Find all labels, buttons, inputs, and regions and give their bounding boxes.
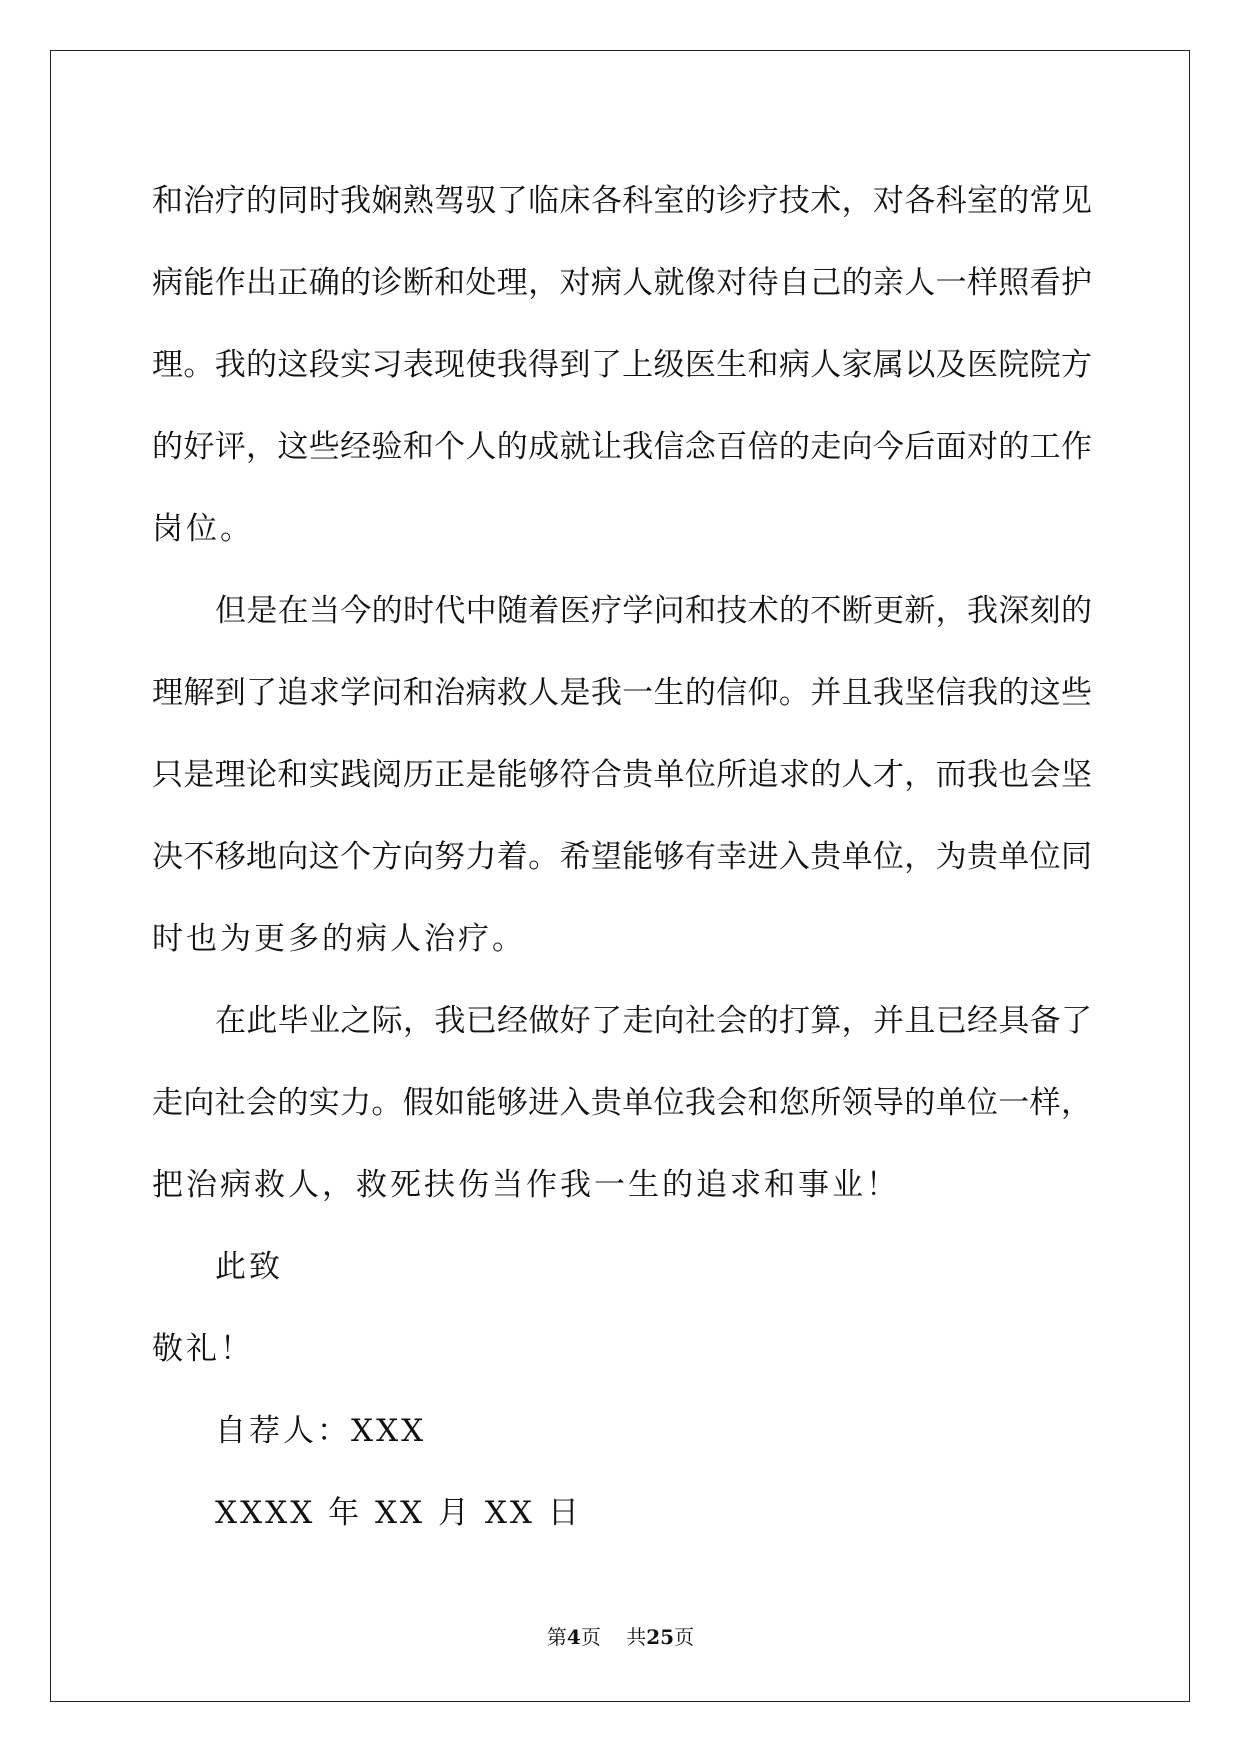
paragraph-line: 只是理论和实践阅历正是能够符合贵单位所追求的人才，而我也会坚 <box>152 757 1092 793</box>
footer-page-suffix: 页 <box>580 1625 601 1649</box>
footer-total-pages: 25 <box>646 1625 675 1649</box>
paragraph-line: 的好评，这些经验和个人的成就让我信念百倍的走向今后面对的工作 <box>152 429 1092 465</box>
footer-page-number: 4 <box>566 1625 581 1649</box>
footer-total-suffix: 页 <box>674 1625 695 1649</box>
footer-page-prefix: 第 <box>546 1625 567 1649</box>
paragraph-line: 病能作出正确的诊断和处理，对病人就像对待自己的亲人一样照看护 <box>152 265 1092 301</box>
paragraph-line: 决不移地向这个方向努力着。希望能够有幸进入贵单位，为贵单位同 <box>152 839 1092 875</box>
closing-regards: 敬礼！ <box>152 1331 254 1367</box>
paragraph-line: 但是在当今的时代中随着医疗学问和技术的不断更新，我深刻的 <box>215 593 1092 629</box>
paragraph-line: 在此毕业之际，我已经做好了走向社会的打算，并且已经具备了 <box>215 1003 1092 1039</box>
paragraph-line: 时也为更多的病人治疗。 <box>152 921 526 957</box>
paragraph-line: 理。我的这段实习表现使我得到了上级医生和病人家属以及医院院方 <box>152 347 1092 383</box>
date-line: XXXX 年 XX 月 XX 日 <box>215 1495 582 1531</box>
paragraph-line: 和治疗的同时我娴熟驾驭了临床各科室的诊疗技术，对各科室的常见 <box>152 183 1092 219</box>
paragraph-line: 把治病救人，救死扶伤当作我一生的追求和事业！ <box>152 1167 900 1203</box>
document-body <box>152 160 1092 1554</box>
page-footer <box>0 1621 1241 1650</box>
signature-line: 自荐人：XXX <box>215 1413 427 1449</box>
paragraph-line: 走向社会的实力。假如能够进入贵单位我会和您所领导的单位一样， <box>152 1085 1092 1121</box>
paragraph-line: 理解到了追求学问和治病救人是我一生的信仰。并且我坚信我的这些 <box>152 675 1092 711</box>
footer-total-prefix: 共 <box>626 1625 647 1649</box>
closing-salutation: 此致 <box>215 1249 283 1285</box>
paragraph-line: 岗位。 <box>152 511 254 547</box>
